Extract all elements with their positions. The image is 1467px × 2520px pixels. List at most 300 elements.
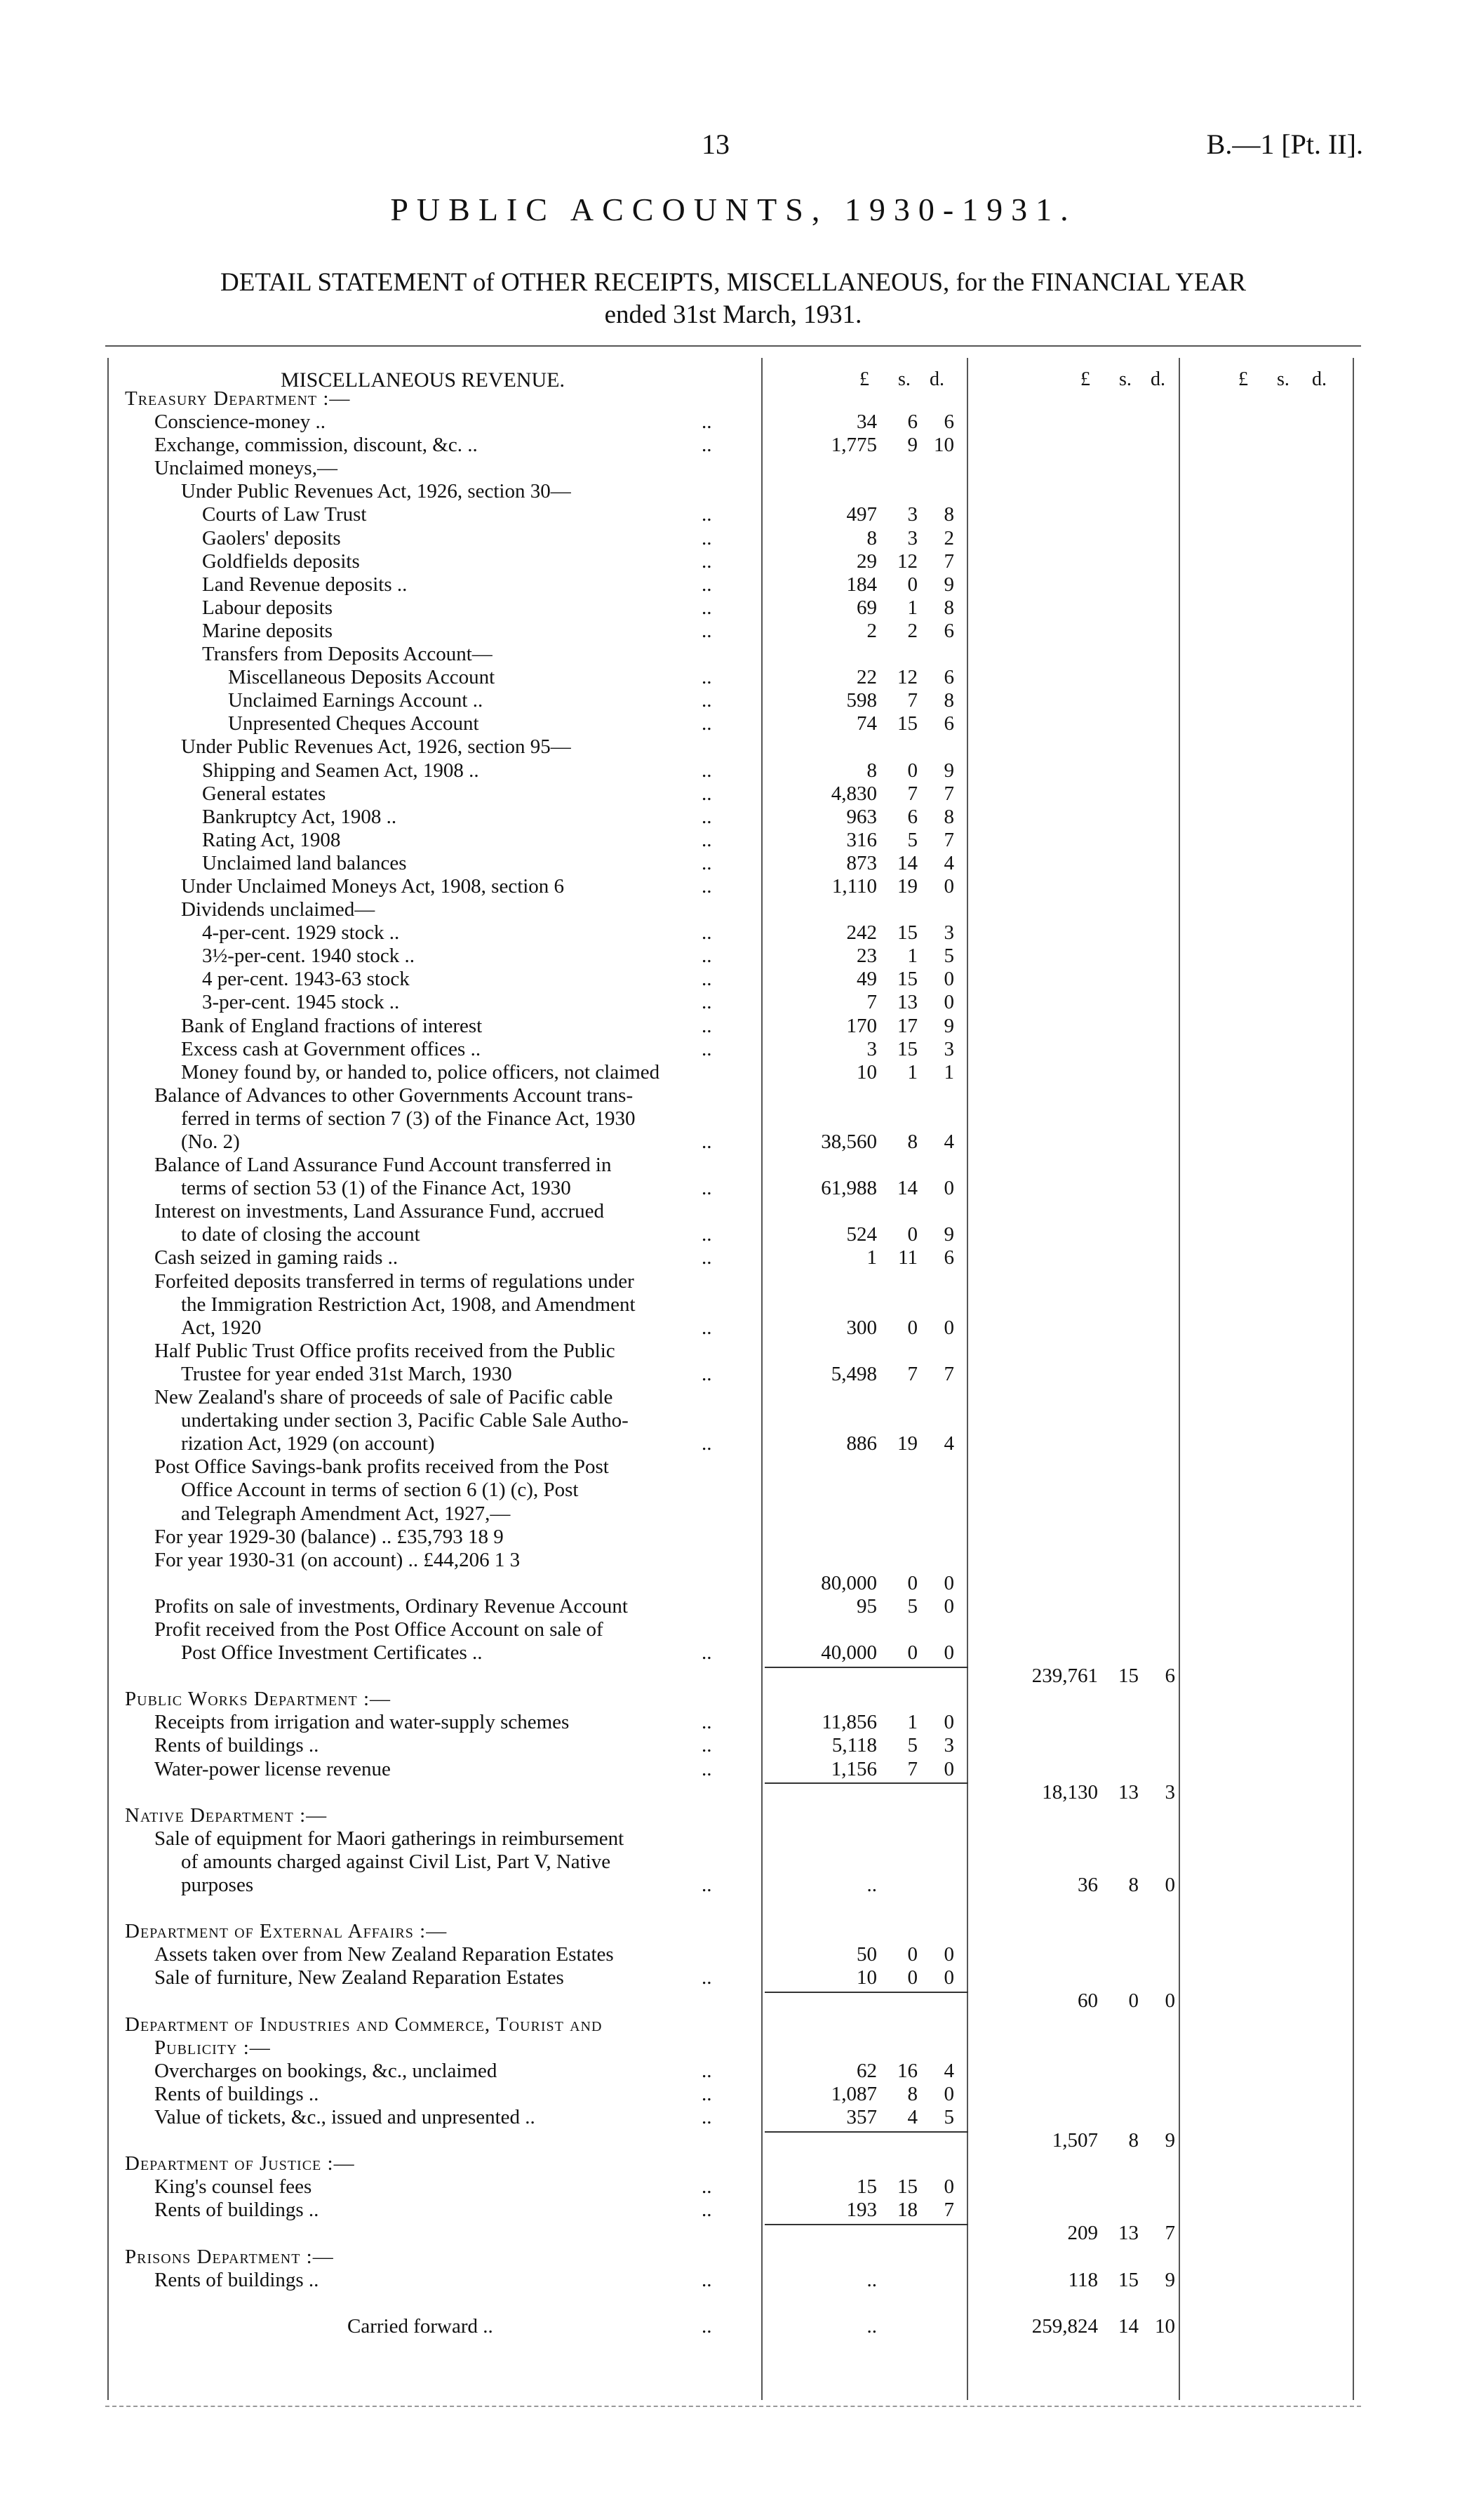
amount-pounds: 2 [866,619,877,642]
amount-pence: 0 [944,874,954,898]
table-row [0,991,1467,1014]
subtotal-rule [765,1782,968,1784]
amount-pence: 4 [944,1131,954,1153]
row-label: Miscellaneous Deposits Account [228,666,495,689]
amount-pounds: 497 [846,503,877,526]
amount-pence: 9 [944,759,954,782]
table-row [0,1618,1467,1641]
row-label: 4-per-cent. 1929 stock .. [202,921,400,945]
table-row [0,1386,1467,1409]
col1-shilling-header: s. [898,368,911,390]
document-reference: B.—1 [Pt. II]. [1206,128,1363,160]
amount-shillings: 15 [897,2175,918,2199]
row-label: For year 1929-30 (balance) .. £35,793 18 9 [154,1525,504,1548]
col3-shilling-header: s. [1277,368,1290,390]
row-label: Interest on investments, Land Assurance Fund, accrued [154,1200,605,1223]
amount-pence: 7 [944,1362,954,1385]
amount-pounds: 95 [857,1594,877,1618]
amount-shillings: 15 [897,968,918,991]
row-label: (No. 2) [181,1131,240,1153]
amount-pence: 7 [944,828,954,851]
leader-dots: .. [702,759,712,782]
amount-shillings: 11 [898,1246,918,1269]
leader-dots: .. [702,968,712,991]
row-label: Money found by, or handed to, police officers, not claimed [181,1060,660,1084]
row-label: King's counsel fees [154,2175,312,2199]
page-title: PUBLIC ACCOUNTS, 1930-1931. [390,192,1077,227]
amount-pence: 0 [944,1966,954,1989]
amount-pounds: 29 [857,549,877,573]
amount-pounds: 963 [846,805,877,828]
amount-shillings: 1 [907,596,918,619]
amount-pence: 0 [944,1943,954,1966]
leader-dots: .. [702,2268,712,2291]
amount-pence: 5 [944,945,954,968]
amount-pence: 6 [944,411,954,434]
amount-pence: 9 [944,573,954,596]
table-row [0,643,1467,666]
amount-pence: 0 [944,1711,954,1734]
amount-pence: 7 [944,2199,954,2222]
amount-pence: 0 [944,1641,954,1665]
subtotal-rule [765,2224,968,2225]
row-label: Trustee for year ended 31st March, 1930 [181,1362,512,1385]
row-label: Unclaimed Earnings Account .. [228,689,483,712]
subtotal-shillings: 15 [1118,1665,1139,1688]
row-label: 4 per-cent. 1943-63 stock [202,968,410,991]
table-row [0,1038,1467,1061]
table-row [0,1177,1467,1200]
amount-pounds: 1,775 [831,434,877,457]
leader-dots: .. [702,2082,712,2105]
leader-dots: .. [702,1734,712,1757]
table-row [0,1455,1467,1479]
row-label: Overcharges on bookings, &c., unclaimed [154,2059,497,2082]
amount-shillings: 1 [907,1711,918,1734]
amount-pounds: 193 [846,2199,877,2222]
row-label: Bankruptcy Act, 1908 .. [202,805,397,828]
subtotal-row [0,2129,1467,2152]
row-label: Rents of buildings .. [154,2268,319,2291]
table-row [0,2106,1467,2129]
amount-shillings: 7 [907,1362,918,1385]
row-label: Act, 1920 [181,1316,262,1339]
subtotal-pounds: 118 [1068,2268,1098,2291]
amount-pence: 4 [944,851,954,874]
amount-shillings: 0 [907,1943,918,1966]
table-row [0,1920,1467,1943]
table-row [0,968,1467,991]
table-row [0,620,1467,643]
amount-pounds: 316 [846,828,877,851]
table-row [0,735,1467,759]
table-row [0,1804,1467,1827]
amount-pounds: 74 [857,712,877,735]
row-label: undertaking under section 3, Pacific Cable Sale Autho- [181,1409,629,1432]
amount-pence: 3 [944,921,954,945]
subtotal-pence: 9 [1165,2268,1175,2291]
amount-shillings: 0 [907,759,918,782]
amount-shillings: 1 [907,945,918,968]
table-row [0,875,1467,898]
row-label: Cash seized in gaming raids .. [154,1246,398,1269]
row-label: Under Unclaimed Moneys Act, 1908, section 6 [181,874,565,898]
row-label: Unclaimed moneys,— [154,457,337,480]
table-row [0,2060,1467,2083]
amount-pence: 2 [944,526,954,549]
leader-dots: .. [702,1432,712,1455]
leader-dots: .. [702,1177,712,1200]
amount-pence: 0 [944,1594,954,1618]
amount-shillings: 17 [897,1014,918,1037]
amount-pounds: 873 [846,851,877,874]
amount-pounds: 8 [866,526,877,549]
row-label: Half Public Trust Office profits received from the Public [154,1339,615,1362]
leader-dots: .. [702,874,712,898]
leader-dots: .. [702,1131,712,1153]
leader-dots: .. [702,921,712,945]
amount-pounds: .. [866,2314,877,2338]
leader-dots: .. [702,549,712,573]
amount-pounds: 4,830 [831,782,877,805]
table-row [0,2083,1467,2106]
table-row [0,1200,1467,1223]
subtotal-pounds: 60 [1078,1989,1098,2013]
subtitle-line-1: DETAIL STATEMENT of OTHER RECEIPTS, MISCELLANEOUS, for the FINANCIAL YEAR [220,268,1246,297]
amount-pounds: .. [866,2268,877,2291]
leader-dots: .. [702,805,712,828]
amount-shillings: 14 [897,1177,918,1200]
amount-pence: 8 [944,503,954,526]
row-label: Balance of Advances to other Governments Account trans- [154,1084,634,1107]
amount-shillings: 0 [907,1223,918,1246]
amount-pounds: 357 [846,2105,877,2128]
amount-pounds: 598 [846,689,877,712]
row-label: Excess cash at Government offices .. [181,1037,481,1060]
col2-pence-header: d. [1151,368,1165,390]
leader-dots: .. [702,1641,712,1665]
row-label: Courts of Law Trust [202,503,367,526]
department-heading: Prisons Department :— [125,2245,334,2268]
amount-shillings: 0 [907,1316,918,1339]
table-row [0,1711,1467,1734]
amount-shillings: 19 [897,1432,918,1455]
row-label: Post Office Investment Certificates .. [181,1641,483,1665]
amount-pence: 5 [944,2105,954,2128]
table-row [0,829,1467,852]
row-label: 3-per-cent. 1945 stock .. [202,991,400,1014]
leader-dots: .. [702,991,712,1014]
amount-pence: 1 [944,1060,954,1084]
row-label: Forfeited deposits transferred in terms of regulations under [154,1269,634,1293]
leader-dots: .. [702,503,712,526]
row-label: Shipping and Seamen Act, 1908 .. [202,759,479,782]
page-number: 13 [702,128,730,160]
row-label: Exchange, commission, discount, &c. .. [154,434,478,457]
leader-dots: .. [702,782,712,805]
leader-dots: .. [702,1037,712,1060]
amount-pounds: 886 [846,1432,877,1455]
amount-shillings: 19 [897,874,918,898]
leader-dots: .. [702,434,712,457]
table-row [0,1131,1467,1154]
department-heading: Public Works Department :— [125,1688,391,1711]
row-label: Assets taken over from New Zealand Reparation Estates [154,1943,614,1966]
subtotal-shillings: 0 [1128,1989,1139,2013]
table-row [0,689,1467,712]
table-row [0,806,1467,829]
amount-pounds: 34 [857,411,877,434]
table-row [0,1827,1467,1851]
row-label: Under Public Revenues Act, 1926, section 30— [181,480,571,503]
row-label: Balance of Land Assurance Fund Account transferred in [154,1154,612,1177]
table-row [0,1943,1467,1966]
table-row [0,1897,1467,1920]
amount-shillings: 15 [897,712,918,735]
amount-pence: 8 [944,805,954,828]
amount-pence: 7 [944,782,954,805]
row-label: Office Account in terms of section 6 (1) (c), Post [181,1479,579,1502]
table-row [0,852,1467,875]
table-row [0,1641,1467,1665]
amount-shillings: 7 [907,1757,918,1780]
amount-shillings: 0 [907,573,918,596]
subtotal-pounds: 18,130 [1042,1780,1098,1804]
table-row [0,1595,1467,1618]
amount-pence: 6 [944,1246,954,1269]
amount-pounds: 22 [857,666,877,689]
row-label: ferred in terms of section 7 (3) of the Finance Act, 1930 [181,1107,636,1130]
col3-pence-header: d. [1312,368,1327,390]
amount-shillings: 14 [897,851,918,874]
department-heading: Department of Industries and Commerce, Tourist and [125,2013,603,2036]
leader-dots: .. [702,1316,712,1339]
department-heading: Native Department :— [125,1804,328,1827]
col2-shilling-header: s. [1119,368,1132,390]
row-label: Rating Act, 1908 [202,828,341,851]
amount-pounds: 5,118 [831,1734,877,1757]
row-label: Labour deposits [202,596,333,619]
row-label: Receipts from irrigation and water-supply schemes [154,1711,570,1734]
table-row [0,1502,1467,1526]
row-label: Land Revenue deposits .. [202,573,408,596]
row-label: Transfers from Deposits Account— [202,643,493,666]
subtotal-row [0,2222,1467,2245]
table-row [0,1688,1467,1711]
amount-shillings: 18 [897,2199,918,2222]
table-row [0,1061,1467,1084]
subtotal-pence: 3 [1165,1780,1175,1804]
amount-pounds: 15 [857,2175,877,2199]
subtotal-pence: 10 [1155,2314,1175,2338]
table-row [0,666,1467,689]
department-heading: Publicity :— [154,2036,271,2059]
amount-shillings: 15 [897,1037,918,1060]
statement-table [0,387,1467,2338]
table-row [0,480,1467,503]
amount-shillings: 0 [907,1641,918,1665]
row-label: Carried forward .. [347,2314,493,2338]
subtotal-pence: 6 [1165,1665,1175,1688]
leader-dots: .. [702,1966,712,1989]
table-row [0,2036,1467,2060]
table-row [0,898,1467,921]
amount-pence: 0 [944,968,954,991]
table-row [0,2199,1467,2222]
table-row [0,782,1467,806]
amount-shillings: 7 [907,782,918,805]
leader-dots: .. [702,689,712,712]
leader-dots: .. [702,828,712,851]
amount-shillings: 3 [907,503,918,526]
row-label: Conscience-money .. [154,411,326,434]
amount-pounds: 300 [846,1316,877,1339]
leader-dots: .. [702,2314,712,2338]
amount-shillings: 0 [907,1571,918,1594]
amount-pence: 0 [944,1177,954,1200]
row-label: Water-power license revenue [154,1757,391,1780]
table-row [0,1363,1467,1386]
amount-pence: 4 [944,2059,954,2082]
amount-pence: 0 [944,2082,954,2105]
subtotal-rule [765,1667,968,1668]
amount-pounds: 3 [866,1037,877,1060]
amount-pounds: 1,087 [831,2082,877,2105]
row-label: terms of section 53 (1) of the Finance Act, 1930 [181,1177,571,1200]
subtotal-pounds: 36 [1078,1874,1098,1896]
table-row [0,1572,1467,1595]
amount-pounds: 1,110 [831,874,877,898]
table-row [0,1549,1467,1572]
table-row [0,1340,1467,1363]
amount-pence: 7 [944,549,954,573]
subtotal-shillings: 13 [1118,1780,1139,1804]
subtotal-row [0,2315,1467,2338]
amount-pounds: 11,856 [822,1711,877,1734]
table-row [0,434,1467,457]
subtotal-pence: 0 [1165,1874,1175,1896]
table-row [0,921,1467,945]
table-bottom-rule [105,2406,1361,2407]
amount-shillings: 8 [907,2082,918,2105]
table-row [0,1316,1467,1340]
leader-dots: .. [702,1014,712,1037]
subtotal-shillings: 14 [1118,2314,1139,2338]
subtotal-pounds: 259,824 [1031,2314,1098,2338]
amount-pounds: 50 [857,1943,877,1966]
table-row [0,1966,1467,1989]
amount-shillings: 5 [907,1594,918,1618]
row-label: Profit received from the Post Office Account on sale of [154,1618,603,1641]
amount-pounds: 80,000 [821,1571,877,1594]
row-label: the Immigration Restriction Act, 1908, and Amendment [181,1293,636,1316]
amount-pence: 3 [944,1734,954,1757]
amount-shillings: 1 [907,1060,918,1084]
row-label: Unpresented Cheques Account [228,712,479,735]
leader-dots: .. [702,411,712,434]
amount-pence: 0 [944,2175,954,2199]
table-row [0,2013,1467,2036]
department-heading: Treasury Department :— [125,387,351,410]
amount-pence: 0 [944,1571,954,1594]
table-top-rule [105,345,1361,347]
table-row [0,2292,1467,2315]
row-label: General estates [202,782,326,805]
table-row [0,1851,1467,1874]
amount-shillings: 12 [897,666,918,689]
subtitle-line-2: ended 31st March, 1931. [604,300,862,329]
amount-pounds: 40,000 [821,1641,877,1665]
row-label: rization Act, 1929 (on account) [181,1432,435,1455]
row-label: Rents of buildings .. [154,2199,319,2222]
subtotal-shillings: 15 [1118,2268,1139,2291]
row-label: New Zealand's share of proceeds of sale of Pacific cable [154,1386,613,1409]
leader-dots: .. [702,666,712,689]
amount-pounds: 8 [866,759,877,782]
table-row [0,1479,1467,1502]
amount-shillings: 0 [907,1966,918,1989]
amount-pence: 6 [944,619,954,642]
subtotal-pence: 0 [1165,1989,1175,2013]
row-label: For year 1930-31 (on account) .. £44,206 1 3 [154,1548,521,1571]
amount-pounds: 1,156 [831,1757,877,1780]
leader-dots: .. [702,1246,712,1269]
table-row [0,1526,1467,1549]
table-row [0,503,1467,526]
amount-shillings: 8 [907,1131,918,1153]
amount-pounds: 184 [846,573,877,596]
table-row [0,2175,1467,2199]
table-row [0,1432,1467,1455]
row-label: Sale of furniture, New Zealand Reparation Estates [154,1966,564,1989]
table-row [0,1246,1467,1269]
amount-shillings: 6 [907,805,918,828]
amount-pounds: 10 [857,1060,877,1084]
amount-shillings: 2 [907,619,918,642]
leader-dots: .. [702,619,712,642]
table-row [0,759,1467,782]
department-heading: Department of Justice :— [125,2152,355,2175]
amount-shillings: 5 [907,828,918,851]
table-row [0,387,1467,411]
row-label: Profits on sale of investments, Ordinary Revenue Account [154,1594,628,1618]
subtotal-pounds: 1,507 [1052,2129,1098,2152]
row-label: Rents of buildings .. [154,2082,319,2105]
amount-pounds: 5,498 [831,1362,877,1385]
table-row [0,573,1467,596]
leader-dots: .. [702,851,712,874]
amount-pence: 6 [944,712,954,735]
col1-pound-header: £ [859,368,869,390]
table-row [0,527,1467,550]
table-row [0,1107,1467,1131]
amount-pence: 10 [934,434,954,457]
amount-pence: 0 [944,1316,954,1339]
amount-pence: 3 [944,1037,954,1060]
amount-pounds: 23 [857,945,877,968]
amount-shillings: 9 [907,434,918,457]
col3-pound-header: £ [1238,368,1248,390]
table-row [0,1223,1467,1246]
subtotal-pounds: 239,761 [1031,1665,1098,1688]
table-row [0,1270,1467,1293]
subtotal-shillings: 8 [1128,2129,1139,2152]
row-label: Post Office Savings-bank profits received from the Post [154,1455,609,1479]
row-label: Bank of England fractions of interest [181,1014,483,1037]
row-label: of amounts charged against Civil List, Part V, Native [181,1850,611,1873]
amount-pence: 0 [944,1757,954,1780]
leader-dots: .. [702,1757,712,1780]
